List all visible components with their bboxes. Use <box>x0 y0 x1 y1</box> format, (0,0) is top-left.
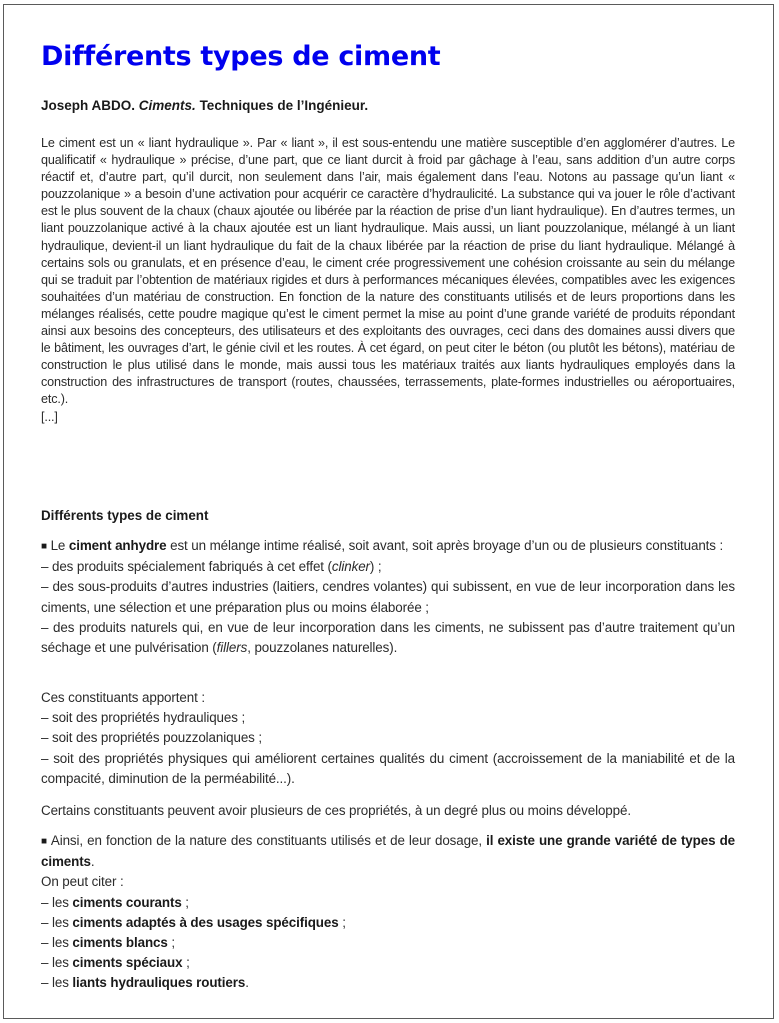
intro-block <box>41 135 735 426</box>
ellipsis: [...] <box>41 409 58 424</box>
page-title: Différents types de ciment <box>41 41 441 72</box>
constituants-block <box>41 688 735 789</box>
constituants-item: – soit des propriétés physiques qui améliorent certaines qualités du ciment (accroissement de la maniabilité et de la compacité, diminution de la perméabilité...). <box>41 750 735 786</box>
anhydre-item: – des sous-produits d’autres industries (laitiers, cendres volantes) qui subissent, en vue de leur incorporation dans les ciments, une sélection et une préparation plus ou moins élaborée ; <box>41 579 735 615</box>
cement-type-item: – les liants hydrauliques routiers. <box>41 975 249 991</box>
plusieurs-paragraph: Certains constituants peuvent avoir plusieurs de ces propriétés, à un degré plus ou moins développé. <box>41 803 631 818</box>
variete-intro: ■ Ainsi, en fonction de la nature des constituants utilisés et de leur dosage, il existe une grande variété de types de ciments. <box>41 833 735 870</box>
anhydre-item: – des produits naturels qui, en vue de leur incorporation dans les ciments, ne subissent pas d’autre traitement qu’un séchage et une pulvérisation (fillers, pouzzolanes naturelles). <box>41 619 735 656</box>
cement-type-item: – les ciments spéciaux ; <box>41 955 190 971</box>
intro-paragraph: Le ciment est un « liant hydraulique ». Par « liant », il est sous-entendu une matière susceptible d’en agglomérer d’autres. Le qualificatif « hydraulique » précise, d’une part, que ce liant durcit à froid par gâchage à l’eau, sans addition d’un autre corps réactif et, d’autre part, qu’il durcit, non seulement dans l’air, mais également dans l’eau. Notons au passage qu’un liant « pouzzolanique » a besoin d’une activation pour acquérir ce caractère d’hydraulicité. La substance qui va jouer le rôle d’activant est le plus souvent de la chaux (chaux ajoutée ou libérée par la réaction de prise d’un liant hydraulique). En d’autres termes, un liant pouzzolanique activé à la chaux ajoutée est un liant hydraulique. Mais aussi, un liant pouzzolanique, mélangé à un liant hydraulique, devient-il un liant hydraulique du fait de la chaux libérée par la réaction de prise du liant hydraulique. Mélangé à certains sols ou granulats, et en présence d’eau, le ciment crée progressivement une cohésion croissante au sein du mélange qui se traduit par l’obtention de matériaux rigides et durs à performances mécaniques élevées, compatibles avec les exigences souhaitées d’un matériau de construction. En fonction de la nature des constituants utilisés et de leurs proportions dans les mélanges réalisés, cette poudre magique qu’est le ciment permet la mise au point d’une grande variété de produits répondant ainsi aux besoins des concepteurs, des utilisateurs et des exploitants des ouvrages, ceci dans des domaines aussi divers que le bâtiment, les ouvrages d’art, le génie civil et les routes. À cet égard, on peut citer le béton (ou plutôt les bétons), matériau de construction le plus utilisé dans le monde, mais aussi tous les matériaux traités aux liants hydrauliques employés dans la construction des infrastructures de transport (routes, chaussées, terrassements, plate-formes industrielles ou aéroportuaires, etc.). <box>41 136 735 407</box>
constituants-item: – soit des propriétés pouzzolaniques ; <box>41 730 263 746</box>
cement-type-item: – les ciments blancs ; <box>41 935 176 951</box>
constituants-item: – soit des propriétés hydrauliques ; <box>41 710 246 726</box>
cement-type-item: – les ciments courants ; <box>41 894 189 910</box>
citation-publisher: Techniques de l’Ingénieur. <box>199 98 369 113</box>
square-bullet-icon: ■ <box>41 836 48 847</box>
cement-type-item: – les ciments adaptés à des usages spécifiques ; <box>41 914 346 930</box>
citation-work: Ciments. <box>138 98 196 113</box>
cite-intro: On peut citer : <box>41 874 124 890</box>
anhydre-item: – des produits spécialement fabriqués à cet effet (clinker) ; <box>41 559 382 575</box>
term-ciment-anhydre: ciment anhydre <box>68 538 167 553</box>
document-page <box>3 4 774 1019</box>
citation <box>41 98 368 113</box>
anhydre-intro: ■ Le ciment anhydre est un mélange intime réalisé, soit avant, soit après broyage d’un ou de plusieurs constituants : <box>41 538 724 553</box>
variete-block <box>41 831 735 994</box>
constituants-intro: Ces constituants apportent : <box>41 690 205 705</box>
section-heading: Différents types de ciment <box>41 508 209 523</box>
citation-author: Joseph ABDO. <box>41 98 136 113</box>
anhydre-block <box>41 536 735 658</box>
square-bullet-icon: ■ <box>41 541 47 552</box>
